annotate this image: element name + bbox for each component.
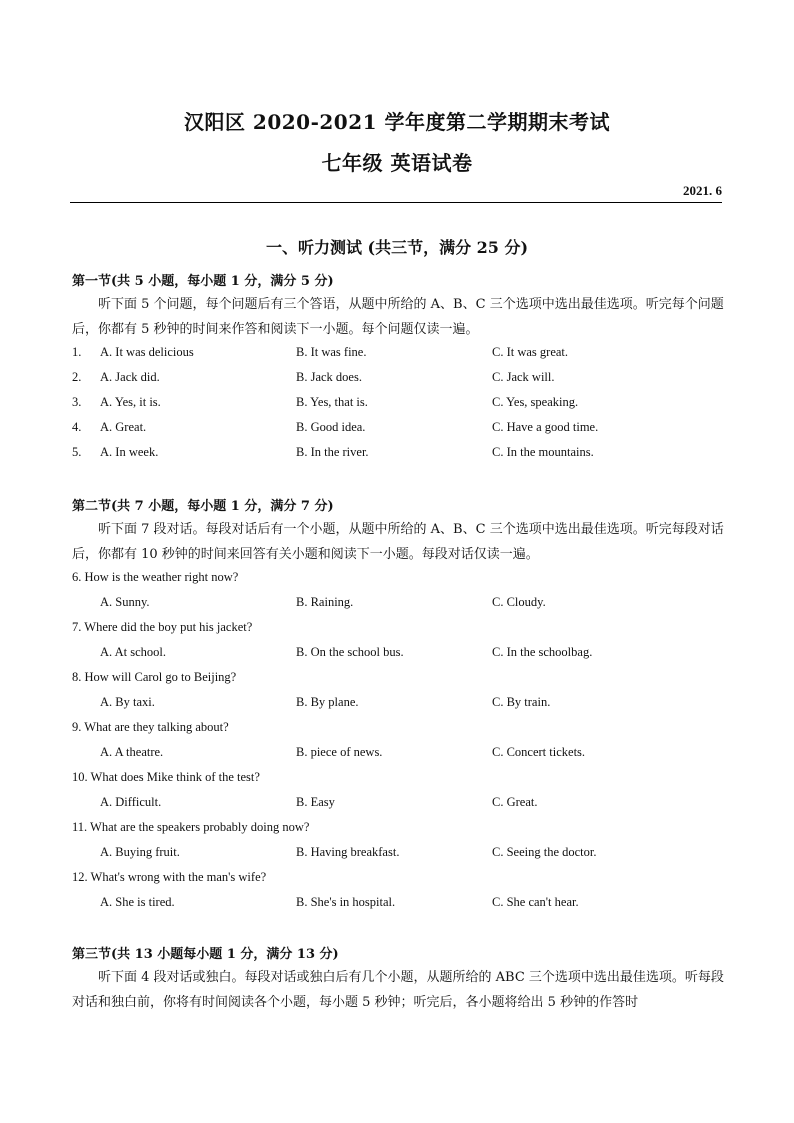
option-a: A. Buying fruit. [100,845,180,859]
section3-instructions [72,965,732,1015]
section3-title: 第三节(共 13 小题每小题 1 分，满分 13 分) [72,947,339,962]
section1-instructions [72,292,732,342]
option-b: B. Jack does. [296,370,362,384]
option-c: C. Yes, speaking. [492,395,579,409]
option-c: C. It was great. [492,345,569,359]
option-c: C. Have a good time. [492,420,599,434]
question-stem [72,570,732,590]
option-c: C. In the schoolbag. [492,645,593,659]
option-b: B. Good idea. [296,420,366,434]
section1-instructions-text: 听下面 5 个问题，每个问题后有三个答语，从题中所给的 A、B、C 三个选项中选出最佳选项。听完每个问题后，你都有 5 秒钟的时间来作答和阅读下一小题。每个问题仅读一遍。 [72,297,724,337]
question-options [72,595,732,615]
question-number: 2. [72,370,82,384]
question-options [72,745,732,765]
question-text: 10. What does Mike think of the test? [72,770,260,784]
section2-title: 第二节(共 7 小题，每小题 1 分，满分 7 分) [72,499,334,514]
question-number: 4. [72,420,82,434]
question-text: 6. How is the weather right now? [72,570,239,584]
option-a: A. She is tired. [100,895,175,909]
option-a: A. Yes, it is. [100,395,161,409]
question-stem [72,620,732,640]
question-stem [72,770,732,790]
option-a: A. Sunny. [100,595,150,609]
option-b: B. Yes, that is. [296,395,368,409]
option-a: A. Great. [100,420,147,434]
option-a: A. By taxi. [100,695,155,709]
option-b: B. piece of news. [296,745,383,759]
option-b: B. It was fine. [296,345,367,359]
option-a: A. Difficult. [100,795,162,809]
option-b: B. Having breakfast. [296,845,400,859]
question-stem [72,870,732,890]
option-a: A. At school. [100,645,166,659]
question-text: 12. What's wrong with the man's wife? [72,870,267,884]
question-options [72,795,732,815]
question-stem [72,670,732,690]
question-row [72,395,732,415]
question-options [72,895,732,915]
option-b: B. She's in hospital. [296,895,396,909]
question-row [72,345,732,365]
option-b: B. In the river. [296,445,369,459]
option-a: A. Jack did. [100,370,160,384]
section2-instructions-text: 听下面 7 段对话。每段对话后有一个小题，从题中所给的 A、B、C 三个选项中选出最佳选项。听完每段对话后，你都有 10 秒钟的时间来回答有关小题和阅读下一小题。每段对话仅读一遍。 [72,522,724,562]
option-c: C. She can't hear. [492,895,579,909]
exam-date: 2021. 6 [683,183,722,198]
exam-title: 汉阳区 2020-2021 学年度第二学期期末考试 [183,110,611,134]
header-divider [70,202,722,203]
question-stem [72,820,732,840]
option-a: A. It was delicious [100,345,194,359]
question-row [72,370,732,390]
question-options [72,645,732,665]
section1-title: 第一节(共 5 小题，每小题 1 分，满分 5 分) [72,274,334,289]
exam-subtitle: 七年级 英语试卷 [321,151,473,175]
question-number: 3. [72,395,82,409]
question-options [72,695,732,715]
question-number: 1. [72,345,82,359]
option-c: C. Cloudy. [492,595,546,609]
option-b: B. Easy [296,795,335,809]
option-c: C. Concert tickets. [492,745,586,759]
question-text: 8. How will Carol go to Beijing? [72,670,237,684]
option-b: B. On the school bus. [296,645,404,659]
option-c: C. In the mountains. [492,445,594,459]
option-a: A. In week. [100,445,159,459]
question-options [72,845,732,865]
option-c: C. Great. [492,795,538,809]
question-text: 7. Where did the boy put his jacket? [72,620,253,634]
option-c: C. By train. [492,695,551,709]
question-row [72,420,732,440]
part-title: 一、听力测试 (共三节，满分 25 分) [265,238,529,257]
question-text: 9. What are they talking about? [72,720,229,734]
question-stem [72,720,732,740]
option-b: B. Raining. [296,595,354,609]
section2-instructions [72,517,732,567]
option-c: C. Seeing the doctor. [492,845,597,859]
option-a: A. A theatre. [100,745,164,759]
question-row [72,445,732,465]
question-text: 11. What are the speakers probably doing now? [72,820,310,834]
option-c: C. Jack will. [492,370,555,384]
option-b: B. By plane. [296,695,359,709]
question-number: 5. [72,445,82,459]
section3-instructions-text: 听下面 4 段对话或独白。每段对话或独白后有几个小题，从题所给的 ABC 三个选项中选出最佳选项。听每段对话和独白前，你将有时间阅读各个小题，每小题 5 秒钟；听完后，各小题将给出 5 秒钟的作答时 [72,970,724,1010]
